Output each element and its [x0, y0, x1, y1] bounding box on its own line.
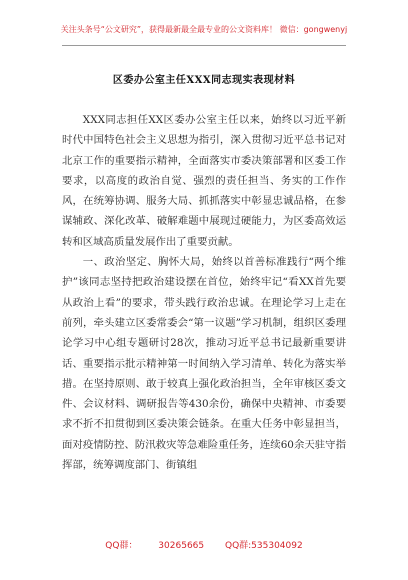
paragraph-section-1: 一、政治坚定、胸怀大局，始终以首善标准践行“两个维护”该同志坚持把政治建设摆在首位，始终牢记“看XX首先要从政治上看”的要求，带头践行政治忠诚。在理论学习上走在前列，牵头建立区委常委会“第一议题”学习机制，组织区委理论学习中心组专题研讨28次，推动习近平总书记最新重要讲话、重要指示批示精神第一时间纳入学习清单、转化为落实举措。在坚持原则、敢于较真上强化政治担当，全年审核区委文件、会议材料、调研报告等430余份，确保中央精神、市委要求不折不扣贯彻到区委决策会链条。在重大任务中彰显担当，面对疫情防控、防汛救灾等急难险重任务，连续60余天驻守指挥部，统筹调度部门、街镇组: [62, 256, 346, 472]
paragraph-intro: XXX同志担任XX区委办公室主任以来，始终以习近平新时代中国特色社会主义思想为指引，深入贯彻习近平总书记对北京工作的重要指示精神，全面落实市委决策部署和区委工作要求，以高度的政治自觉、强烈的责任担当、务实的工作作风，在统筹协调、服务大局、抓抓落实中彰显忠诚品格，在参谋辅政、深化改革、破解难题中展现过硬能力，为区委高效运转和区域高质量发展作出了重要贡献。: [62, 114, 346, 248]
header-banner: 关注头条号“公文研究”，获得最新最全最专业的公文资料库！ 微信：gongwenyj: [60, 25, 348, 34]
document-body: [62, 110, 346, 475]
header-divider: [62, 45, 346, 46]
footer-qq-groups: QQ群： 30265665 QQ群:535304092: [105, 541, 303, 551]
document-title: 区委办公室主任XXX同志现实表现材料: [112, 75, 296, 86]
